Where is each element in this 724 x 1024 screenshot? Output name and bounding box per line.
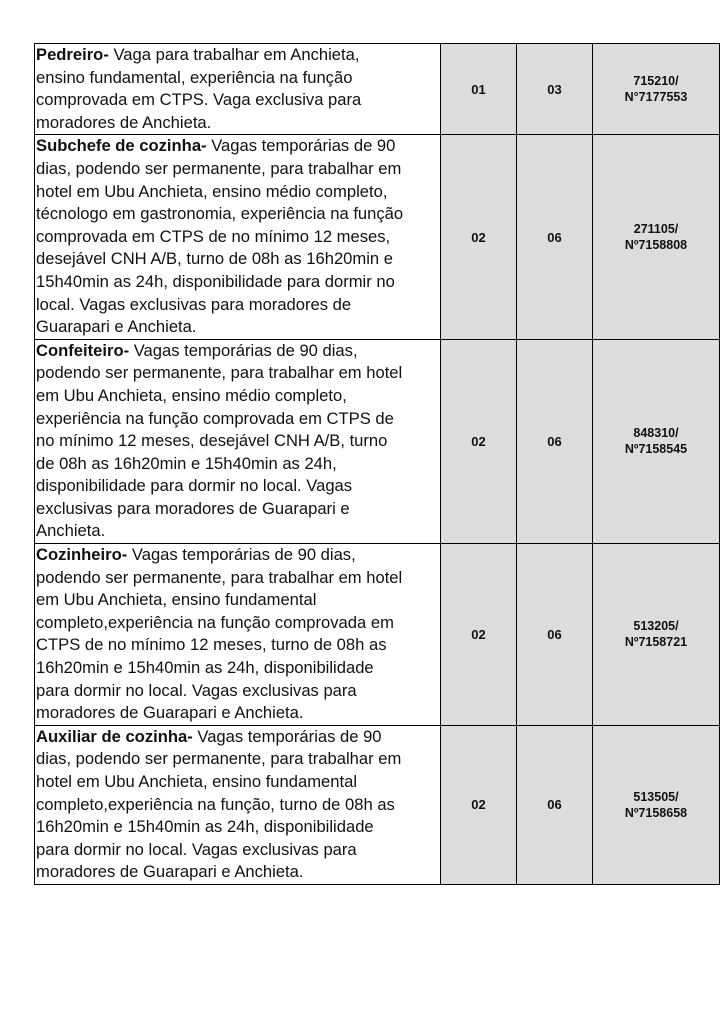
vacancy-number: Nº7158658 bbox=[624, 805, 688, 820]
job-vacancies-table bbox=[34, 43, 720, 885]
table-row bbox=[35, 339, 720, 543]
quantity-cell: 06 bbox=[517, 725, 593, 884]
job-description: Subchefe de cozinha- Vagas temporárias de 90 dias, podendo ser permanente, para trabalhar em hotel em Ubu Anchieta, ensino médio completo, técnologo em gastronomia, experiência na função comprovada em CTPS de no mínimo 12 meses, desejável CNH A/B, turno de 08h as 16h20min e 15h40min as 24h, disponibilidade para dormir no local. Vagas exclusivas para moradores de Guarapari e Anchieta. bbox=[35, 135, 441, 339]
quantity-cell: 02 bbox=[441, 544, 517, 726]
job-title: Cozinheiro- bbox=[36, 545, 128, 565]
job-description: Pedreiro- Vaga para trabalhar em Anchieta, ensino fundamental, experiência na função comprovada em CTPS. Vaga exclusiva para moradores de Anchieta. bbox=[35, 44, 441, 135]
quantity-cell: 03 bbox=[517, 44, 593, 135]
quantity-cell: 06 bbox=[517, 135, 593, 339]
occupation-code: 848310/ bbox=[633, 426, 679, 441]
table-row bbox=[35, 44, 720, 135]
vacancy-number: Nº7158721 bbox=[624, 635, 688, 650]
occupation-code: 513505/ bbox=[633, 789, 679, 804]
job-title: Confeiteiro- bbox=[36, 340, 130, 360]
vacancy-number: Nº7158808 bbox=[624, 238, 688, 253]
job-title: Pedreiro- bbox=[36, 45, 109, 64]
quantity-cell: 02 bbox=[441, 339, 517, 543]
vacancy-number: N°7177553 bbox=[624, 90, 688, 105]
quantity-cell: 02 bbox=[441, 725, 517, 884]
table-row bbox=[35, 725, 720, 884]
job-code-cell bbox=[593, 44, 720, 135]
table-row bbox=[35, 135, 720, 339]
occupation-code: 715210/ bbox=[633, 74, 679, 89]
job-description: Auxiliar de cozinha- Vagas temporárias de 90 dias, podendo ser permanente, para trabalhar em hotel em Ubu Anchieta, ensino fundamental completo,experiência na função, turno de 08h as 16h20min e 15h40min as 24h, disponibilidade para dormir no local. Vagas exclusivas para moradores de Guarapari e Anchieta. bbox=[35, 725, 441, 884]
quantity-cell: 06 bbox=[517, 339, 593, 543]
job-description: Confeiteiro- Vagas temporárias de 90 dias, podendo ser permanente, para trabalhar em hotel em Ubu Anchieta, ensino médio completo, experiência na função comprovada em CTPS de no mínimo 12 meses, desejável CNH A/B, turno de 08h as 16h20min e 15h40min as 24h, disponibilidade para dormir no local. Vagas exclusivas para moradores de Guarapari e Anchieta. bbox=[35, 339, 441, 543]
job-code-cell bbox=[593, 339, 720, 543]
job-description: Cozinheiro- Vagas temporárias de 90 dias, podendo ser permanente, para trabalhar em hotel em Ubu Anchieta, ensino fundamental completo,experiência na função comprovada em CTPS de no mínimo 12 meses, turno de 08h as 16h20min e 15h40min as 24h, disponibilidade para dormir no local. Vagas exclusivas para moradores de Guarapari e Anchieta. bbox=[35, 544, 441, 726]
quantity-cell: 02 bbox=[441, 135, 517, 339]
job-title: Subchefe de cozinha- bbox=[36, 136, 207, 156]
vacancy-number: Nº7158545 bbox=[624, 442, 688, 457]
quantity-cell: 06 bbox=[517, 544, 593, 726]
table-row bbox=[35, 544, 720, 726]
occupation-code: 513205/ bbox=[633, 619, 679, 634]
job-code-cell bbox=[593, 544, 720, 726]
occupation-code: 271105/ bbox=[633, 222, 679, 237]
job-code-cell bbox=[593, 725, 720, 884]
job-title: Auxiliar de cozinha- bbox=[36, 726, 193, 746]
quantity-cell: 01 bbox=[441, 44, 517, 135]
job-code-cell bbox=[593, 135, 720, 339]
